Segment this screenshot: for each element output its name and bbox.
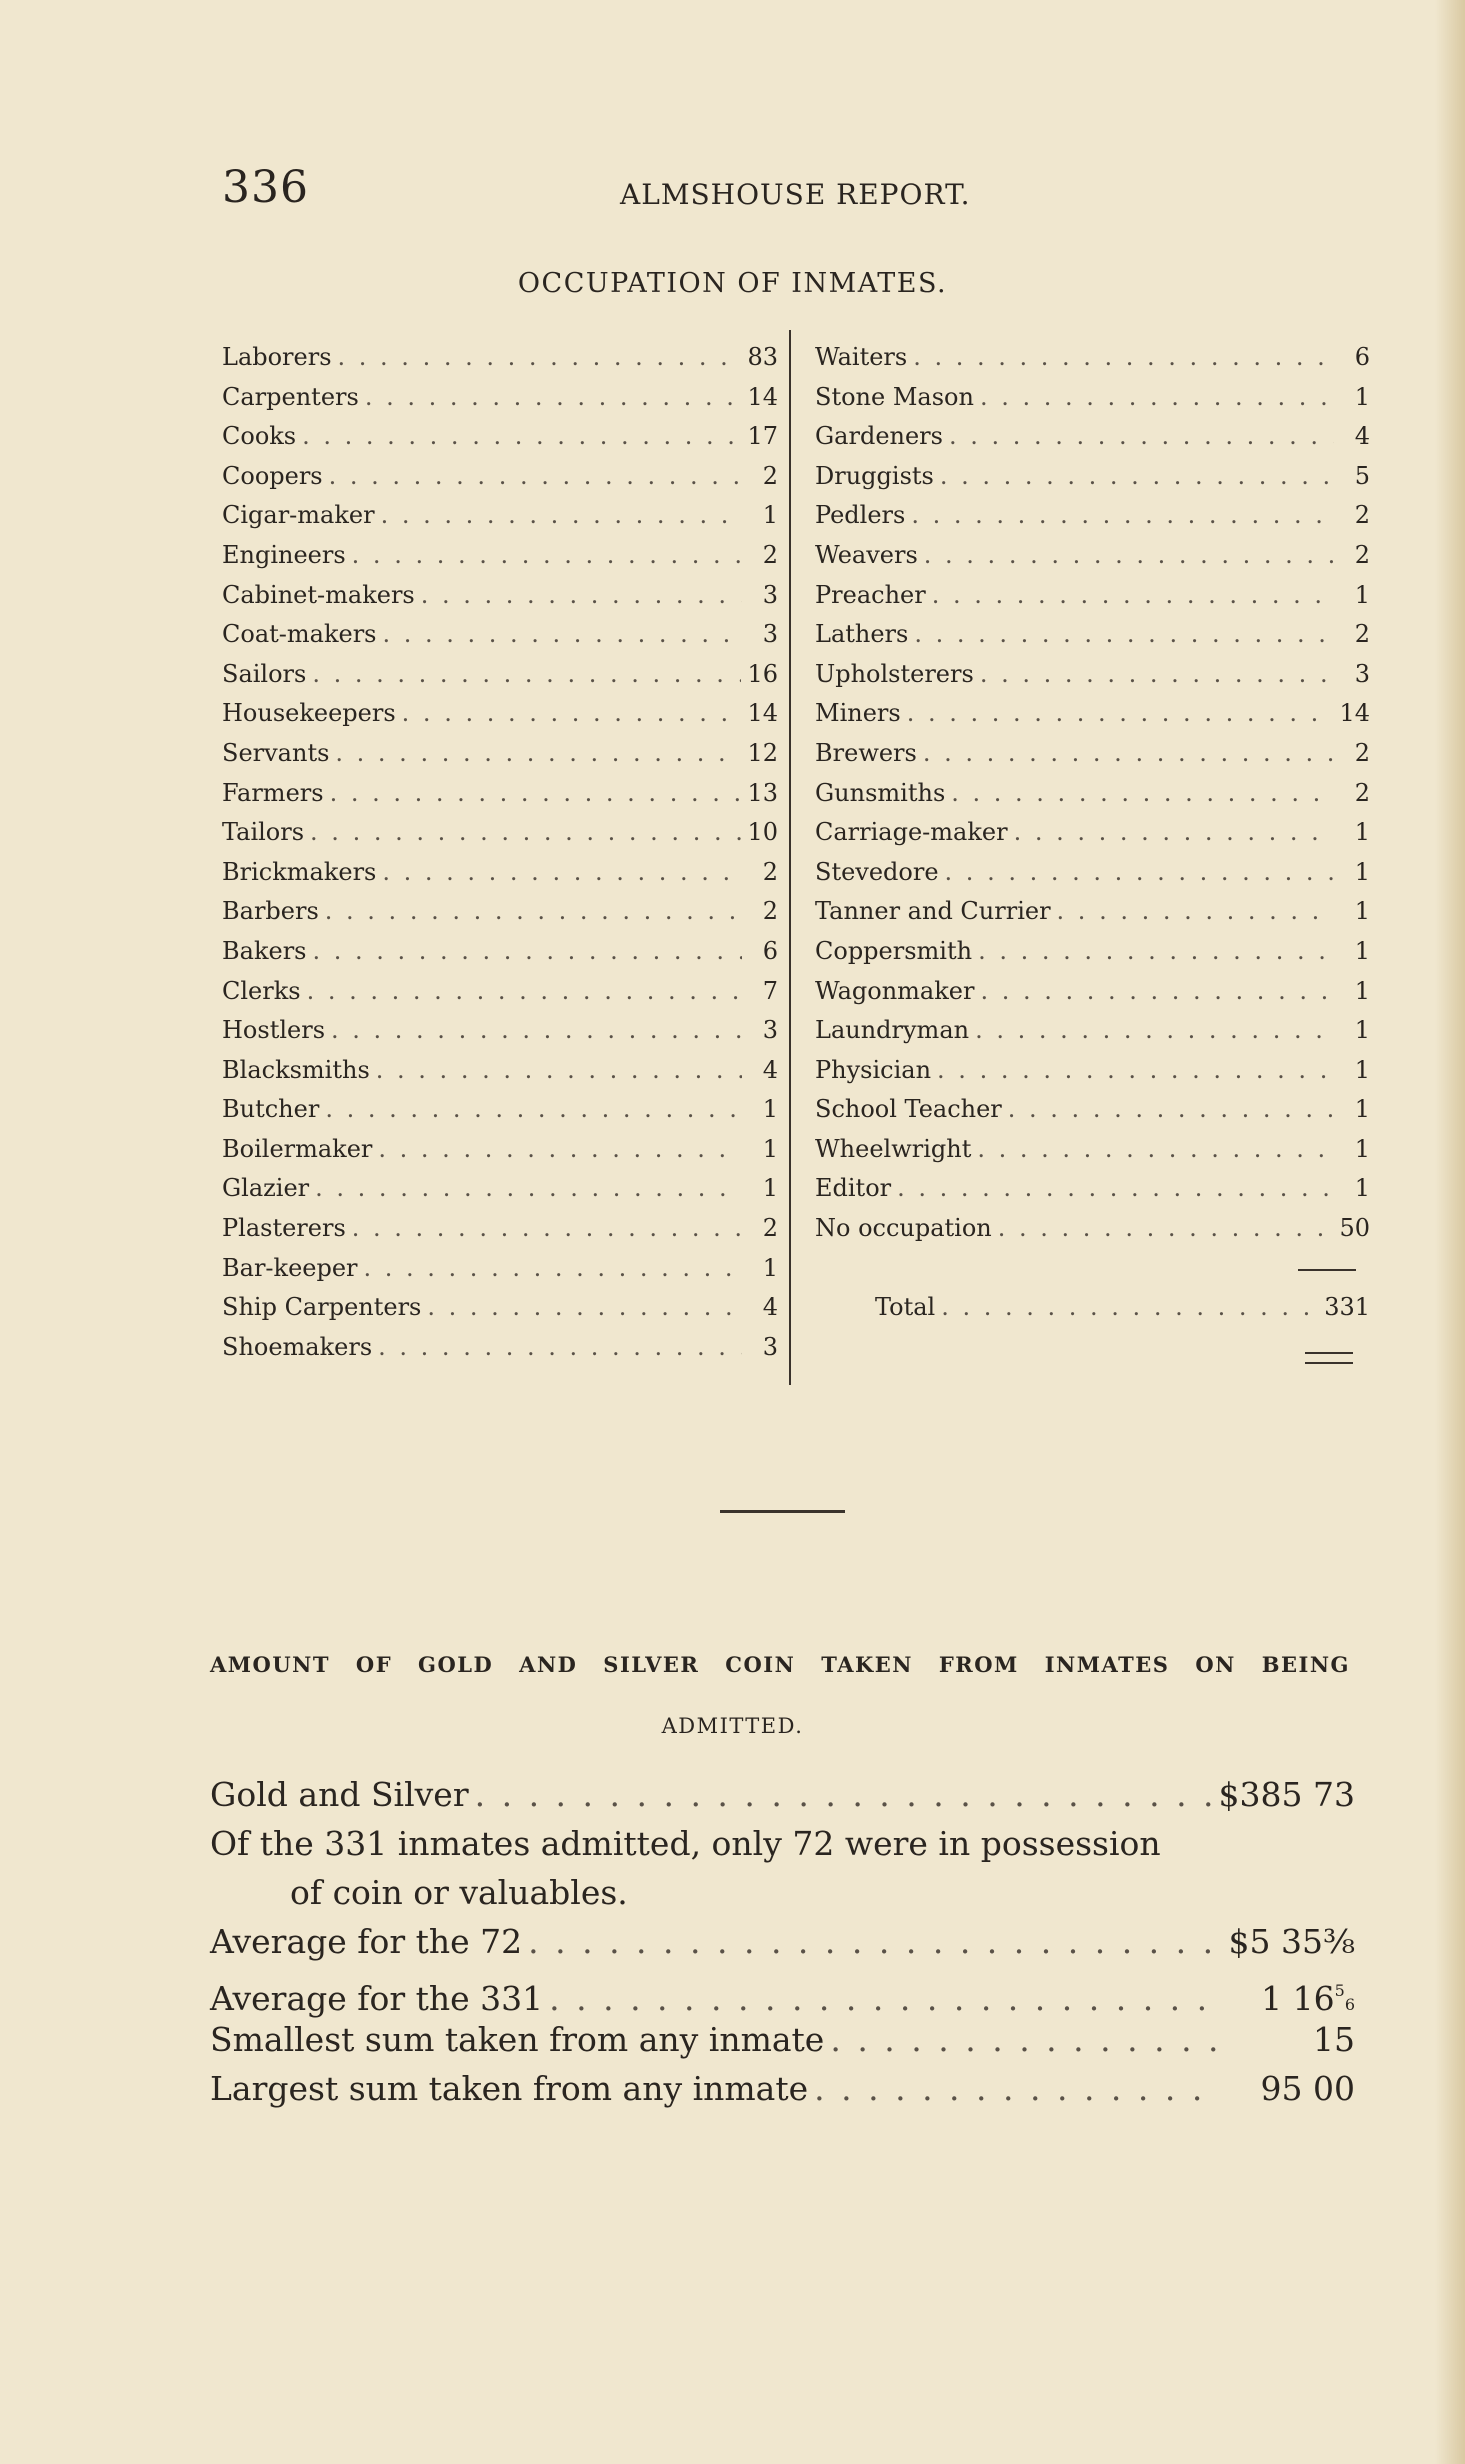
coin-value-fraction: ⅜ (1323, 1922, 1355, 1961)
occupation-row (815, 655, 1370, 695)
dot-leader (980, 655, 1334, 695)
dot-leader (381, 496, 742, 536)
coin-value: $385 73 (1218, 1775, 1355, 1814)
occupation-count: 1 (762, 1095, 778, 1124)
dot-leader (975, 1011, 1334, 1051)
dot-leader (329, 457, 742, 497)
occupation-count: 1 (762, 1174, 778, 1203)
occupation-count: 1 (1354, 818, 1370, 847)
occupation-row (815, 1090, 1370, 1130)
dot-leader (1014, 813, 1334, 853)
coin-label: Gold and Silver (210, 1775, 469, 1814)
occupation-label: Cooks (222, 422, 297, 451)
occupation-label: Tanner and Currier (815, 897, 1051, 926)
occupation-label: Wagonmaker (815, 976, 975, 1005)
occupation-label: Gardeners (815, 422, 943, 451)
occupation-row (222, 813, 778, 853)
occupation-count: 2 (762, 1214, 778, 1243)
occupation-row (815, 774, 1370, 814)
coin-subheading: ADMITTED. (661, 1714, 804, 1738)
occupation-count: 1 (1354, 580, 1370, 609)
occupation-count: 1 (762, 1253, 778, 1282)
occupation-row (222, 378, 778, 418)
dot-leader (307, 972, 742, 1012)
coin-value-main: $5 35 (1228, 1922, 1323, 1961)
occupation-count: 2 (1354, 620, 1370, 649)
occupation-label: Brickmakers (222, 857, 377, 886)
coin-row-smallest (210, 2015, 1355, 2064)
coin-label: Smallest sum taken from any inmate (210, 2020, 825, 2059)
dot-leader (378, 1130, 742, 1170)
coin-row-largest (210, 2064, 1355, 2113)
occupation-label: Butcher (222, 1095, 320, 1124)
dot-leader (331, 1011, 742, 1051)
dot-leader (352, 536, 742, 576)
dot-leader (365, 378, 742, 418)
occupation-row (815, 1051, 1370, 1091)
occupation-count: 3 (1354, 659, 1370, 688)
occupation-count: 2 (762, 857, 778, 886)
coin-label: Largest sum taken from any inmate (210, 2069, 809, 2108)
occupation-label: School Teacher (815, 1095, 1002, 1124)
occupation-row (815, 932, 1370, 972)
occupation-row (222, 892, 778, 932)
dot-leader (1008, 1090, 1334, 1130)
coin-value: 95 00 (1260, 2069, 1355, 2108)
occupation-label: Tailors (222, 818, 305, 847)
dot-leader (913, 338, 1334, 378)
occupation-label: Preacher (815, 580, 926, 609)
occupation-label: Stevedore (815, 857, 939, 886)
occupation-count: 1 (1354, 897, 1370, 926)
occupation-count: 2 (762, 461, 778, 490)
occupation-count: 10 (747, 818, 778, 847)
occupation-label: Bakers (222, 936, 307, 965)
occupation-row (222, 853, 778, 893)
dot-leader (330, 774, 742, 814)
occupation-label: Druggists (815, 461, 934, 490)
dot-leader (352, 1209, 742, 1249)
occupation-row (815, 972, 1370, 1012)
occupation-count: 2 (1354, 501, 1370, 530)
occupation-label: Editor (815, 1174, 892, 1203)
occupation-count: 1 (1354, 1174, 1370, 1203)
coin-value (1225, 1917, 1355, 1966)
occupation-label: Gunsmiths (815, 778, 946, 807)
occupation-row (222, 1249, 778, 1289)
dot-leader (830, 2015, 1219, 2064)
dot-leader (978, 932, 1334, 972)
coin-value-fraction-num: 5 (1334, 1981, 1345, 2000)
dot-leader (378, 1328, 742, 1368)
occupation-label: Laundryman (815, 1016, 970, 1045)
occupation-count: 2 (1354, 540, 1370, 569)
occupation-row (222, 1288, 778, 1328)
occupation-label: Ship Carpenters (222, 1293, 422, 1322)
occupation-label: Total (875, 1293, 936, 1322)
occupation-count: 1 (1354, 1016, 1370, 1045)
coin-row-average-331 (210, 1966, 1355, 2018)
occupation-row (815, 378, 1370, 418)
occupation-count: 17 (747, 422, 778, 451)
occupation-label: Barbers (222, 897, 319, 926)
dot-leader (998, 1209, 1334, 1249)
coin-block (210, 1770, 1355, 2113)
coin-paragraph-line: of coin or valuables. (290, 1873, 628, 1912)
occupation-row (222, 576, 778, 616)
page-number: 336 (222, 162, 309, 213)
occupation-count: 1 (762, 1134, 778, 1163)
occupation-count: 50 (1339, 1214, 1370, 1243)
occupation-label: Clerks (222, 976, 301, 1005)
occupation-label: Carriage-maker (815, 818, 1008, 847)
occupation-label: No occupation (815, 1214, 992, 1243)
coin-label: Average for the 331 (210, 1979, 544, 2018)
occupation-count: 2 (762, 540, 778, 569)
occupation-row (222, 1011, 778, 1051)
column-divider (789, 330, 791, 1385)
occupation-count: 14 (747, 699, 778, 728)
dot-leader (376, 1051, 742, 1091)
occupation-row (222, 932, 778, 972)
occupation-row (815, 892, 1370, 932)
dot-leader (940, 457, 1334, 497)
coin-row-gold-silver (210, 1770, 1355, 1819)
occupation-row (222, 338, 778, 378)
occupation-count: 16 (747, 659, 778, 688)
occupation-label: Glazier (222, 1174, 310, 1203)
occupation-label: Miners (815, 699, 901, 728)
dot-leader (945, 853, 1334, 893)
occupation-count: 3 (762, 620, 778, 649)
dot-leader (427, 1288, 742, 1328)
occupation-count: 4 (1354, 422, 1370, 451)
occupation-row (815, 813, 1370, 853)
dot-leader (335, 734, 741, 774)
dot-leader (914, 615, 1334, 655)
dot-leader (302, 417, 741, 457)
dot-leader (312, 655, 741, 695)
occupation-label: Housekeepers (222, 699, 396, 728)
dot-leader (325, 892, 742, 932)
running-head: ALMSHOUSE REPORT. (620, 178, 971, 211)
occupation-row (222, 1051, 778, 1091)
coin-value: 15 (1313, 2020, 1355, 2059)
occupation-count: 2 (762, 897, 778, 926)
dot-leader (977, 1130, 1334, 1170)
occupation-count: 1 (1354, 382, 1370, 411)
occupation-count: 2 (1354, 738, 1370, 767)
occupation-label: Wheelwright (815, 1134, 972, 1163)
occupation-row (815, 496, 1370, 536)
occupation-label: Waiters (815, 343, 908, 371)
occupation-count: 6 (762, 936, 778, 965)
total-double-rule (1305, 1352, 1353, 1364)
occupation-label: Coppersmith (815, 936, 973, 965)
occupation-column-right (815, 338, 1370, 1328)
dot-leader (924, 536, 1334, 576)
dot-leader (951, 774, 1334, 814)
occupation-count: 1 (1354, 1095, 1370, 1124)
occupation-row (815, 1169, 1370, 1209)
occupation-row (222, 536, 778, 576)
dot-leader (315, 1169, 742, 1209)
occupation-count: 1 (762, 501, 778, 530)
occupation-label: Shoemakers (222, 1332, 373, 1361)
occupation-count: 1 (1354, 936, 1370, 965)
occupation-count: 14 (747, 382, 778, 411)
occupation-label: Lathers (815, 620, 909, 649)
coin-paragraph-line: Of the 331 inmates admitted, only 72 were in possession (210, 1824, 1161, 1863)
occupation-label: Servants (222, 738, 330, 767)
occupation-row (222, 615, 778, 655)
occupation-count: 7 (762, 976, 778, 1005)
occupation-count: 3 (762, 580, 778, 609)
occupation-label: Plasterers (222, 1214, 346, 1243)
occupation-row (815, 615, 1370, 655)
occupation-count: 12 (747, 738, 778, 767)
occupation-count: 6 (1354, 343, 1370, 371)
occupation-row (815, 536, 1370, 576)
occupation-count: 1 (1354, 857, 1370, 886)
occupation-label: Physician (815, 1055, 932, 1084)
dot-leader (338, 338, 742, 378)
total-rule (1298, 1269, 1356, 1271)
occupation-label: Engineers (222, 540, 346, 569)
occupation-count: 1 (1354, 1134, 1370, 1163)
dot-leader (382, 615, 742, 655)
occupation-row (815, 734, 1370, 774)
occupation-row (222, 655, 778, 695)
occupation-row (815, 338, 1370, 378)
dot-leader (907, 694, 1334, 734)
occupation-row (815, 694, 1370, 734)
dot-leader (382, 853, 742, 893)
dot-leader (980, 378, 1334, 418)
occupation-label: Weavers (815, 540, 918, 569)
coin-row-average-72 (210, 1917, 1355, 1966)
page-edge (1435, 0, 1465, 2464)
occupation-count: 3 (762, 1016, 778, 1045)
occupation-count: 14 (1339, 699, 1370, 728)
dot-leader (402, 694, 742, 734)
occupation-row (815, 1130, 1370, 1170)
occupation-row (815, 1209, 1370, 1249)
dot-leader (475, 1770, 1213, 1819)
dot-leader (949, 417, 1334, 457)
dot-leader (310, 813, 741, 853)
occupation-label: Brewers (815, 738, 917, 767)
occupation-label: Stone Mason (815, 382, 974, 411)
coin-value-main: 1 16 (1261, 1979, 1335, 2018)
occupation-count: 331 (1324, 1293, 1370, 1322)
occupation-row (815, 457, 1370, 497)
occupation-row (222, 972, 778, 1012)
occupation-row (222, 774, 778, 814)
occupation-title: OCCUPATION OF INMATES. (517, 268, 948, 299)
dot-leader (312, 932, 742, 972)
dot-leader (325, 1090, 742, 1130)
section-separator (720, 1510, 845, 1513)
occupation-row (222, 1130, 778, 1170)
occupation-row (222, 1090, 778, 1130)
occupation-count: 83 (747, 343, 778, 371)
coin-heading: AMOUNT OF GOLD AND SILVER COIN TAKEN FROM INMATES ON BEING (210, 1652, 1350, 1677)
occupation-row (222, 496, 778, 536)
total-row (815, 1288, 1370, 1328)
occupation-label: Farmers (222, 778, 324, 807)
dot-leader (941, 1288, 1318, 1328)
dot-leader (1057, 892, 1334, 932)
dot-leader (528, 1917, 1219, 1966)
dot-leader (932, 576, 1334, 616)
coin-label: Average for the 72 (210, 1922, 523, 1961)
occupation-label: Carpenters (222, 382, 359, 411)
occupation-column-left (222, 338, 778, 1367)
occupation-count: 4 (762, 1293, 778, 1322)
dot-leader (364, 1249, 742, 1289)
page-header (222, 162, 1242, 222)
occupation-count: 4 (762, 1055, 778, 1084)
occupation-row (815, 1011, 1370, 1051)
dot-leader (923, 734, 1334, 774)
occupation-row (815, 853, 1370, 893)
occupation-count: 1 (1354, 976, 1370, 1005)
occupation-row (222, 734, 778, 774)
occupation-label: Coopers (222, 461, 323, 490)
occupation-label: Pedlers (815, 501, 906, 530)
occupation-label: Laborers (222, 343, 332, 371)
occupation-label: Bar-keeper (222, 1253, 358, 1282)
occupation-row (815, 576, 1370, 616)
dot-leader (980, 972, 1334, 1012)
occupation-label: Sailors (222, 659, 307, 688)
occupation-label: Blacksmiths (222, 1055, 370, 1084)
occupation-label: Boilermaker (222, 1134, 373, 1163)
dot-leader (421, 576, 742, 616)
coin-value-fraction-den: 6 (1344, 1995, 1355, 2014)
occupation-row (222, 1169, 778, 1209)
occupation-row (815, 417, 1370, 457)
occupation-label: Coat-makers (222, 620, 377, 649)
occupation-label: Cigar-maker (222, 501, 375, 530)
occupation-row (222, 1209, 778, 1249)
occupation-count: 2 (1354, 778, 1370, 807)
occupation-count: 3 (762, 1332, 778, 1361)
occupation-count: 1 (1354, 1055, 1370, 1084)
occupation-row (222, 694, 778, 734)
dot-leader (814, 2064, 1219, 2113)
dot-leader (937, 1051, 1334, 1091)
occupation-count: 5 (1354, 461, 1370, 490)
occupation-count: 13 (747, 778, 778, 807)
occupation-label: Hostlers (222, 1016, 326, 1045)
occupation-row (222, 1328, 778, 1368)
occupation-row (222, 417, 778, 457)
dot-leader (911, 496, 1334, 536)
occupation-row (222, 457, 778, 497)
occupation-label: Upholsterers (815, 659, 974, 688)
total-rule-row (815, 1249, 1370, 1289)
occupation-label: Cabinet-makers (222, 580, 415, 609)
dot-leader (897, 1169, 1334, 1209)
